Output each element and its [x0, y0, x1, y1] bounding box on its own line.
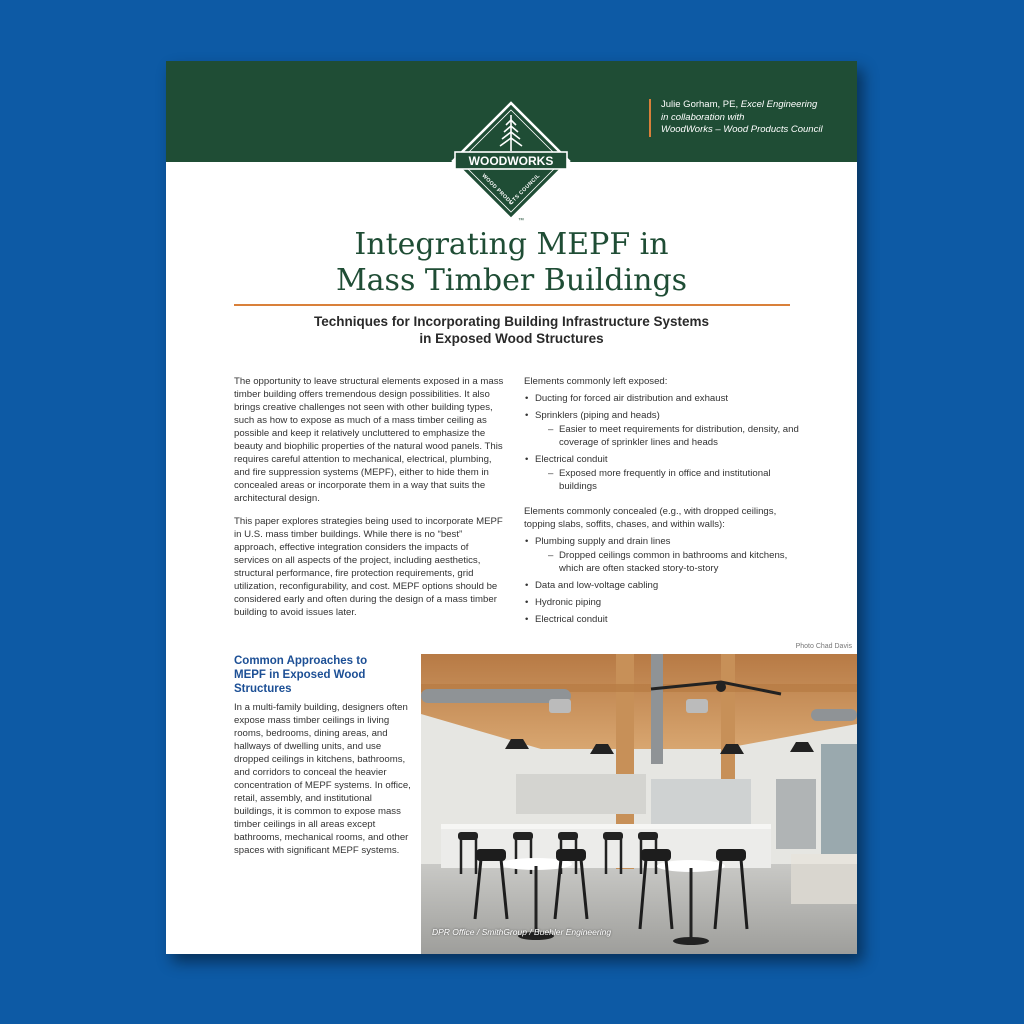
sub-list-item: – Easier to meet requirements for distribution, density, and coverage of sprinkler lines and heads [535, 423, 804, 449]
author-credit [649, 99, 849, 137]
concealed-lead: Elements commonly concealed (e.g., with dropped ceilings, topping slabs, soffits, chases, and within walls): [524, 506, 777, 530]
list-item: • Ducting for forced air distribution and exhaust [524, 392, 804, 405]
list-item: • Data and low-voltage cabling [524, 579, 804, 592]
author-partner: WoodWorks – Wood Products Council [661, 124, 823, 135]
exposed-list [524, 392, 804, 493]
office-interior-image [421, 654, 857, 954]
page-title: Integrating MEPF in Mass Timber Buildings [335, 227, 688, 298]
author-org: Excel Engineering [740, 99, 818, 110]
title-divider [234, 304, 790, 306]
logo-tagline: WOOD PRODUCTS COUNCIL [480, 173, 542, 207]
list-item: • Electrical conduit – Exposed more frequently in office and institutional buildings [524, 453, 804, 493]
logo-wordmark: WOODWORKS [468, 154, 554, 168]
author-collab: in collaboration with [661, 111, 745, 123]
document-page [166, 61, 857, 954]
office-photo [421, 654, 857, 954]
concealed-list [524, 535, 804, 626]
section-body: In a multi-family building, designers often expose mass timber ceilings in living rooms, bedrooms, dining areas, and hallways of dwelling units, and use dropped ceilings in kitchens, bathrooms, and corridors to conceal the heavier concentration of MEPF systems. In office, retail, assembly, and institutional buildings, it is common to expose mass timber ceilings in all areas except bathrooms, mechanical rooms, and other spaces with significant MEPF systems. [234, 702, 411, 856]
photo-credit: Photo Chad Davis [795, 643, 852, 650]
list-item: • Hydronic piping [524, 596, 804, 609]
page-subtitle: Techniques for Incorporating Building Infrastructure Systems in Exposed Wood Structures [313, 314, 710, 346]
list-item: • Sprinklers (piping and heads) – Easier to meet requirements for distribution, density, and coverage of sprinkler lines and heads [524, 409, 804, 449]
exposed-lead: Elements commonly left exposed: [524, 376, 668, 387]
section-heading: Common Approaches to MEPF in Exposed Wood Structures [234, 655, 368, 695]
intro-column [234, 375, 506, 629]
author-name: Julie Gorham, PE, [661, 99, 739, 110]
list-item: • Plumbing supply and drain lines – Dropped ceilings common in bathrooms and kitchens, which are often stacked story-to-story [524, 535, 804, 575]
elements-column [524, 375, 804, 630]
sub-list-item: – Exposed more frequently in office and institutional buildings [535, 467, 804, 493]
list-item: • Electrical conduit [524, 613, 804, 626]
sub-list-item: – Dropped ceilings common in bathrooms and kitchens, which are often stacked story-to-story [535, 549, 804, 575]
intro-paragraph-1: The opportunity to leave structural elements exposed in a mass timber building offers tremendous design possibilities. It also brings creative challenges not seen with other building types, such as how to expose as much of a mass timber ceiling as possible and keep it relatively uncluttered to emphasize the beauty and biophilic properties of the natural wood panels. This requires careful attention to mechanical, electrical, plumbing, and fire suppression systems (MEPF), either to hide them in concealed areas or incorporate them in a way that suits the architectural design. [234, 376, 504, 504]
woodworks-logo-icon [449, 101, 573, 225]
photo-caption: DPR Office / SmithGroup / Buehler Engineering [432, 927, 612, 937]
intro-paragraph-2: This paper explores strategies being used to incorporate MEPF in U.S. mass timber buildings. While there is no “best” approach, effective integration considers the impacts of services on all aspects of the project, including aesthetics, structural performance, fire protection requirements, grid utilization, reconfigurability, and cost. MEPF options should be considered early and often during the design of a mass timber building to avoid issues later. [234, 516, 503, 618]
logo-tm: ™ [518, 218, 524, 224]
